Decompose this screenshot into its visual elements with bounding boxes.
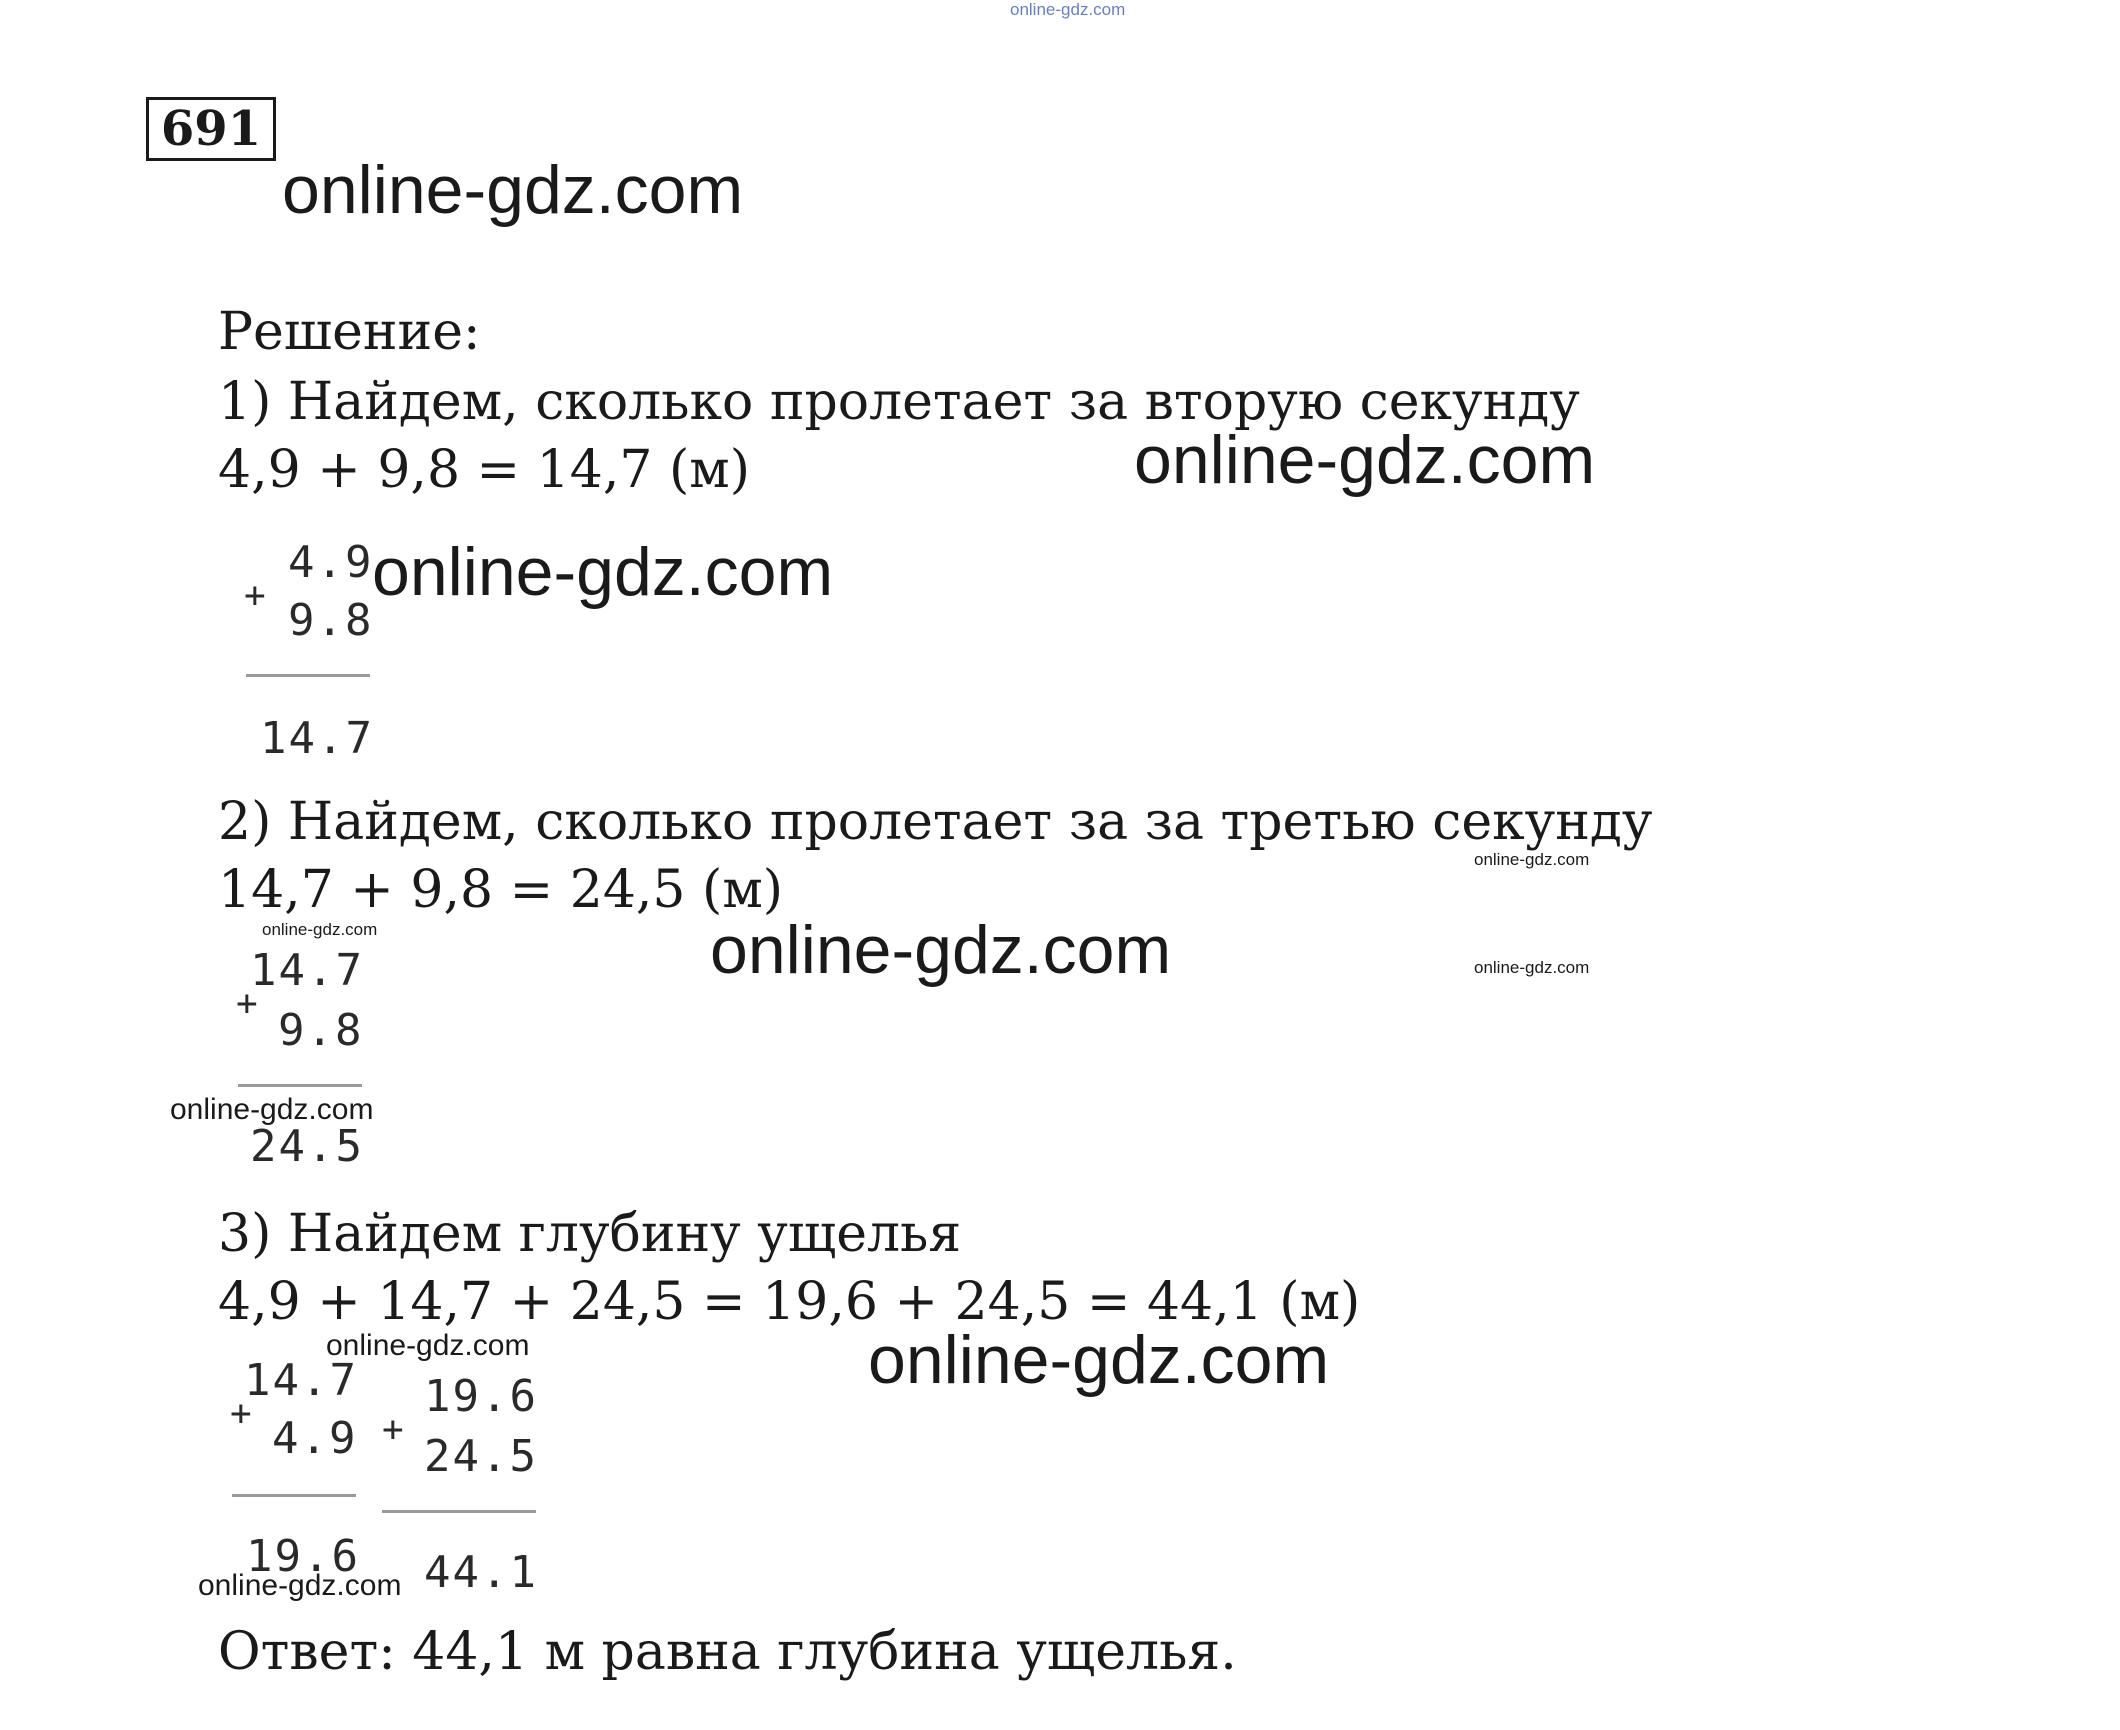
operand-1: 19.6	[424, 1371, 538, 1422]
step-1-title: 1) Найдем, сколько пролетает за вторую секунду	[218, 372, 1580, 432]
plus-sign: +	[382, 1409, 404, 1450]
result: 14.7	[260, 713, 374, 764]
operand-2: 9.8	[278, 1005, 364, 1056]
step-2-equation: 14,7 + 9,8 = 24,5 (м)	[218, 860, 784, 920]
watermark-top: online-gdz.com	[1010, 0, 1126, 19]
watermark-step2-big: online-gdz.com	[710, 912, 1172, 988]
watermark-step3-mid: online-gdz.com	[326, 1329, 530, 1362]
watermark-step2-mid: online-gdz.com	[170, 1093, 374, 1126]
plus-sign: +	[244, 575, 266, 616]
watermark-step1-column: online-gdz.com	[372, 534, 834, 610]
step-1-equation: 4,9 + 9,8 = 14,7 (м)	[218, 440, 750, 500]
answer: Ответ: 44,1 м равна глубина ущелья.	[218, 1622, 1237, 1682]
operand-1: 14.7	[250, 945, 364, 996]
operand-1: 4.9	[288, 537, 374, 588]
watermark-step3-big: online-gdz.com	[868, 1322, 1330, 1398]
step-3-title: 3) Найдем глубину ущелья	[218, 1204, 962, 1264]
operand-2: 24.5	[424, 1431, 538, 1482]
plus-sign: +	[230, 1393, 252, 1434]
watermark-header: online-gdz.com	[282, 152, 744, 228]
sum-line	[232, 1494, 356, 1497]
plus-sign: +	[236, 983, 258, 1024]
result: 24.5	[250, 1121, 364, 1172]
solution-label: Решение:	[218, 302, 481, 362]
watermark-step2-small-2: online-gdz.com	[262, 920, 378, 939]
result: 44.1	[424, 1547, 538, 1598]
sum-line	[238, 1084, 362, 1087]
problem-number: 691	[146, 97, 276, 161]
sum-line	[246, 674, 370, 677]
watermark-step3-bottom: online-gdz.com	[198, 1569, 402, 1602]
watermark-step2-small-3: online-gdz.com	[1474, 958, 1590, 977]
operand-2: 4.9	[272, 1413, 358, 1464]
operand-2: 9.8	[288, 595, 374, 646]
watermark-step1-right: online-gdz.com	[1134, 422, 1596, 498]
step-3-equation: 4,9 + 14,7 + 24,5 = 19,6 + 24,5 = 44,1 (м)	[218, 1272, 1361, 1332]
step-2-title: 2) Найдем, сколько пролетает за за третью секунду	[218, 792, 1653, 852]
operand-1: 14.7	[244, 1355, 358, 1406]
sum-line	[382, 1510, 536, 1513]
result: 19.6	[246, 1531, 360, 1582]
watermark-step2-small-1: online-gdz.com	[1474, 850, 1590, 869]
